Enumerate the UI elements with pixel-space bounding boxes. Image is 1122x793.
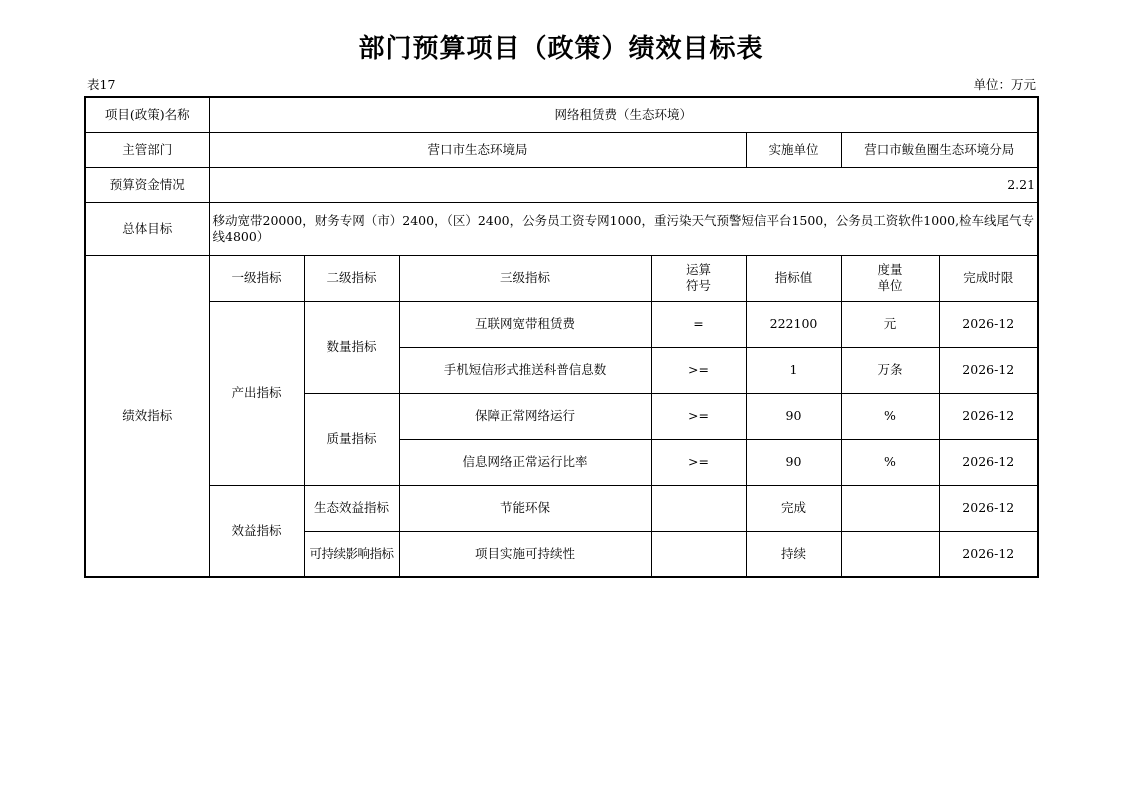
deadline-cell: 2026-12 bbox=[939, 347, 1038, 393]
l3-cell: 项目实施可持续性 bbox=[399, 531, 651, 577]
department-row bbox=[85, 132, 1038, 167]
l3-cell: 互联网宽带租赁费 bbox=[399, 301, 651, 347]
l1-output: 产出指标 bbox=[209, 301, 304, 485]
goal-row bbox=[85, 202, 1038, 255]
project-name-label: 项目(政策)名称 bbox=[85, 97, 209, 132]
header-operator-line1: 运算 bbox=[685, 262, 711, 277]
l2-quantity: 数量指标 bbox=[304, 301, 399, 393]
header-deadline: 完成时限 bbox=[939, 255, 1038, 301]
value-cell: 90 bbox=[746, 393, 841, 439]
deadline-cell: 2026-12 bbox=[939, 485, 1038, 531]
performance-table bbox=[84, 96, 1039, 578]
l3-cell: 节能环保 bbox=[399, 485, 651, 531]
value-cell: 完成 bbox=[746, 485, 841, 531]
deadline-cell: 2026-12 bbox=[939, 301, 1038, 347]
header-value: 指标值 bbox=[746, 255, 841, 301]
dept-value: 营口市生态环境局 bbox=[209, 132, 746, 167]
table-row bbox=[85, 301, 1038, 347]
header-l2: 二级指标 bbox=[304, 255, 399, 301]
header-measure-line1: 度量 bbox=[877, 262, 903, 277]
goal-value: 移动宽带20000，财务专网（市）2400，（区）2400，公务员工资专网1000，重污染天气预警短信平台1500，公务员工资软件1000,检车线尾气专线4800） bbox=[209, 202, 1038, 255]
unit-cell: 元 bbox=[841, 301, 939, 347]
operator-cell: >= bbox=[651, 347, 746, 393]
project-name-value: 网络租赁费（生态环境） bbox=[209, 97, 1038, 132]
operator-cell bbox=[651, 485, 746, 531]
deadline-cell: 2026-12 bbox=[939, 531, 1038, 577]
l2-quality: 质量指标 bbox=[304, 393, 399, 485]
page-title: 部门预算项目（政策）绩效目标表 bbox=[358, 34, 764, 64]
unit-label: 单位：万元 bbox=[973, 77, 1036, 92]
project-name-row bbox=[85, 97, 1038, 132]
header-operator bbox=[651, 255, 746, 301]
table-row bbox=[85, 485, 1038, 531]
value-cell: 1 bbox=[746, 347, 841, 393]
value-cell: 222100 bbox=[746, 301, 841, 347]
value-cell: 90 bbox=[746, 439, 841, 485]
unit-cell bbox=[841, 485, 939, 531]
header-l3: 三级指标 bbox=[399, 255, 651, 301]
header-operator-line2: 符号 bbox=[685, 278, 711, 293]
deadline-cell: 2026-12 bbox=[939, 439, 1038, 485]
budget-row bbox=[85, 167, 1038, 202]
l3-cell: 保障正常网络运行 bbox=[399, 393, 651, 439]
budget-value: 2.21 bbox=[209, 167, 1038, 202]
unit-cell: % bbox=[841, 393, 939, 439]
l2-eco: 生态效益指标 bbox=[304, 485, 399, 531]
impl-unit-label: 实施单位 bbox=[746, 132, 841, 167]
operator-cell: >= bbox=[651, 393, 746, 439]
unit-cell: % bbox=[841, 439, 939, 485]
budget-label: 预算资金情况 bbox=[85, 167, 209, 202]
value-cell: 持续 bbox=[746, 531, 841, 577]
indicator-header-row bbox=[85, 255, 1038, 301]
impl-unit-value: 营口市鲅鱼圈生态环境分局 bbox=[841, 132, 1038, 167]
unit-cell bbox=[841, 531, 939, 577]
perf-indicator-label: 绩效指标 bbox=[85, 255, 209, 577]
table-number: 表17 bbox=[87, 77, 116, 92]
l3-cell: 信息网络正常运行比率 bbox=[399, 439, 651, 485]
operator-cell bbox=[651, 531, 746, 577]
header-l1: 一级指标 bbox=[209, 255, 304, 301]
header-measure-line2: 单位 bbox=[877, 278, 903, 293]
unit-cell: 万条 bbox=[841, 347, 939, 393]
l1-benefit: 效益指标 bbox=[209, 485, 304, 577]
operator-cell: = bbox=[651, 301, 746, 347]
dept-label: 主管部门 bbox=[85, 132, 209, 167]
l2-sustain: 可持续影响指标 bbox=[304, 531, 399, 577]
goal-label: 总体目标 bbox=[85, 202, 209, 255]
operator-cell: >= bbox=[651, 439, 746, 485]
header-measure-unit bbox=[841, 255, 939, 301]
deadline-cell: 2026-12 bbox=[939, 393, 1038, 439]
l3-cell: 手机短信形式推送科普信息数 bbox=[399, 347, 651, 393]
